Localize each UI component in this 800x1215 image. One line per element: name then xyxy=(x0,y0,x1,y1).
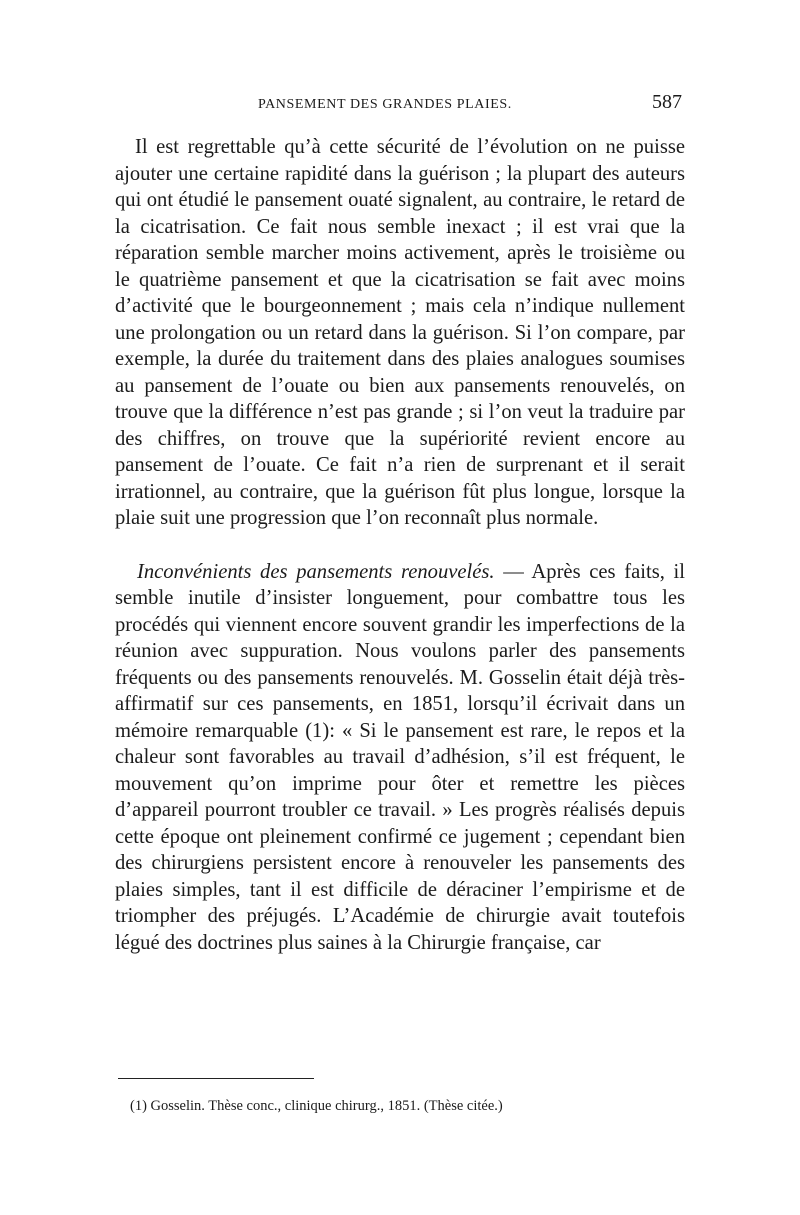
paragraph-security-evolution: Il est regrettable qu’à cette sécurité de l’évolution on ne puisse ajouter une certaine rapidité dans la guérison ; la plupart des auteurs qui ont étudié le pansement ouaté signalent, au contraire, le retard de la cicatrisation. Ce fait nous semble inexact ; il est vrai que la réparation semble marcher moins activement, après le troisième ou le quatrième pansement et que la cicatrisation se fait avec moins d’activité que le bourgeonnement ; mais cela n’indique nullement une prolongation ou un retard dans la guérison. Si l’on compare, par exemple, la durée du traitement dans des plaies analogues soumises au pansement de l’ouate ou bien aux pansements renouvelés, on trouve que la différence n’est pas grande ; si l’on veut la traduire par des chiffres, on trouve que la supériorité revient encore au pansement de l’ouate. Ce fait n’a rien de surprenant et il serait irrationnel, au contraire, que la guérison fût plus longue, lorsque la plaie suit une progression que l’on reconnaît plus normale. xyxy=(115,136,685,529)
paragraph-renewed-dressings-text: — Après ces faits, il semble inutile d’insister longuement, pour combattre tous les procédés qui viennent encore souvent grandir les imperfections de la réunion avec suppuration. Nous voulons parler des pansements fréquents ou des pansements renouvelés. M. Gosselin était déjà très-affirmatif sur ces pansements, en 1851, lorsqu’il écrivait dans un mémoire remarquable (1): « Si le pansement est rare, le repos et la chaleur sont favorables au travail d’adhésion, s’il est fréquent, le mouvement qu’on imprime pour ôter et remettre les pièces d’appareil pourront troubler ce travail. » Les progrès réalisés depuis cette époque ont pleinement confirmé ce jugement ; cependant bien des chirurgiens persistent encore à renouveler les pansements des plaies simples, tant il est difficile de déraciner l’empirisme et de triompher des préjugés. L’Académie de chirurgie avait toutefois légué des doctrines plus saines à la Chirurgie française, car xyxy=(115,560,685,954)
body-text xyxy=(115,134,685,956)
section-heading-inconvenients: Inconvénients des pansements renouvelés. xyxy=(137,560,495,583)
running-title: PANSEMENT DES GRANDES PLAIES. xyxy=(258,97,512,112)
page-header xyxy=(116,91,682,123)
paragraph-renewed-dressings xyxy=(115,559,685,957)
footnote-rule xyxy=(118,1078,314,1079)
footnote: (1) Gosselin. Thèse conc., clinique chirurg., 1851. (Thèse citée.) xyxy=(130,1098,503,1114)
page-number: 587 xyxy=(652,91,682,113)
